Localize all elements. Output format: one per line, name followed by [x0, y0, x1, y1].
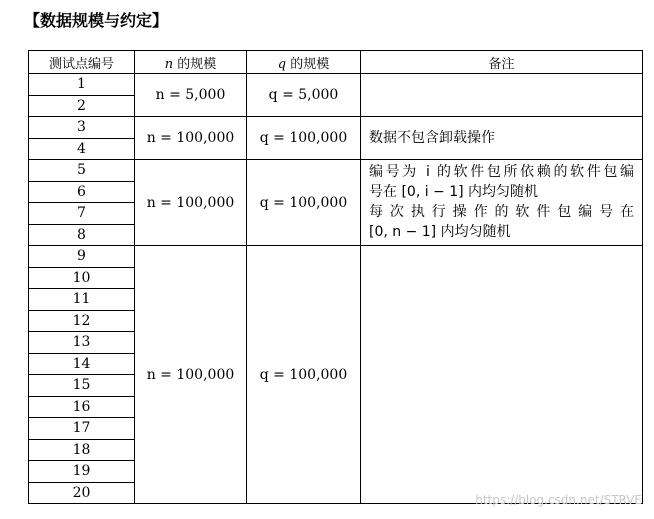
header-n-scale [135, 51, 247, 74]
case-number-cell: 6 [29, 181, 135, 203]
note-cell [361, 246, 643, 504]
q-scale-cell: q = 5,000 [247, 74, 361, 117]
note-line: [0, n − 1] 内均匀随机 [369, 224, 511, 240]
header-q-scale [247, 51, 361, 74]
case-number-cell: 10 [29, 267, 135, 289]
case-number-cell: 16 [29, 396, 135, 418]
case-number-cell: 3 [29, 117, 135, 139]
case-number-cell: 2 [29, 95, 135, 117]
case-number-cell: 19 [29, 461, 135, 483]
q-scale-cell: q = 100,000 [247, 117, 361, 160]
n-scale-cell: n = 100,000 [135, 117, 247, 160]
header-q-variable: q [277, 56, 287, 72]
case-number-cell: 11 [29, 289, 135, 311]
table-row [29, 117, 643, 139]
table-row [29, 160, 643, 182]
case-number-cell: 14 [29, 353, 135, 375]
case-number-cell: 13 [29, 332, 135, 354]
case-number-cell: 20 [29, 482, 135, 504]
header-case-number: 测试点编号 [29, 51, 135, 74]
case-number-cell: 4 [29, 138, 135, 160]
note-line: 号在 [0, i − 1] 内均匀随机 [369, 184, 539, 200]
q-scale-cell: q = 100,000 [247, 246, 361, 504]
table-header-row [29, 51, 643, 74]
n-scale-cell: n = 100,000 [135, 246, 247, 504]
case-number-cell: 7 [29, 203, 135, 225]
section-title: 【数据规模与约定】 [24, 11, 169, 30]
note-line: 每次执行操作的软件包编号在 [369, 204, 634, 220]
n-scale-cell: n = 100,000 [135, 160, 247, 246]
case-number-cell: 5 [29, 160, 135, 182]
note-cell [361, 160, 643, 246]
table-row [29, 74, 643, 96]
note-line: 编号为 i 的软件包所依赖的软件包编 [369, 164, 634, 180]
q-scale-cell: q = 100,000 [247, 160, 361, 246]
case-number-cell: 15 [29, 375, 135, 397]
table-row [29, 246, 643, 268]
case-number-cell: 18 [29, 439, 135, 461]
header-note: 备注 [361, 51, 643, 74]
limits-table [28, 50, 643, 504]
note-cell: 数据不包含卸载操作 [361, 117, 643, 160]
header-n-variable: n [164, 56, 174, 72]
header-n-suffix: 的规模 [177, 56, 217, 72]
n-scale-cell: n = 5,000 [135, 74, 247, 117]
case-number-cell: 8 [29, 224, 135, 246]
case-number-cell: 17 [29, 418, 135, 440]
watermark: https://blog.csdn.net/STRVE [475, 493, 642, 507]
case-number-cell: 9 [29, 246, 135, 268]
header-q-suffix: 的规模 [290, 56, 330, 72]
case-number-cell: 12 [29, 310, 135, 332]
case-number-cell: 1 [29, 74, 135, 96]
note-cell [361, 74, 643, 117]
